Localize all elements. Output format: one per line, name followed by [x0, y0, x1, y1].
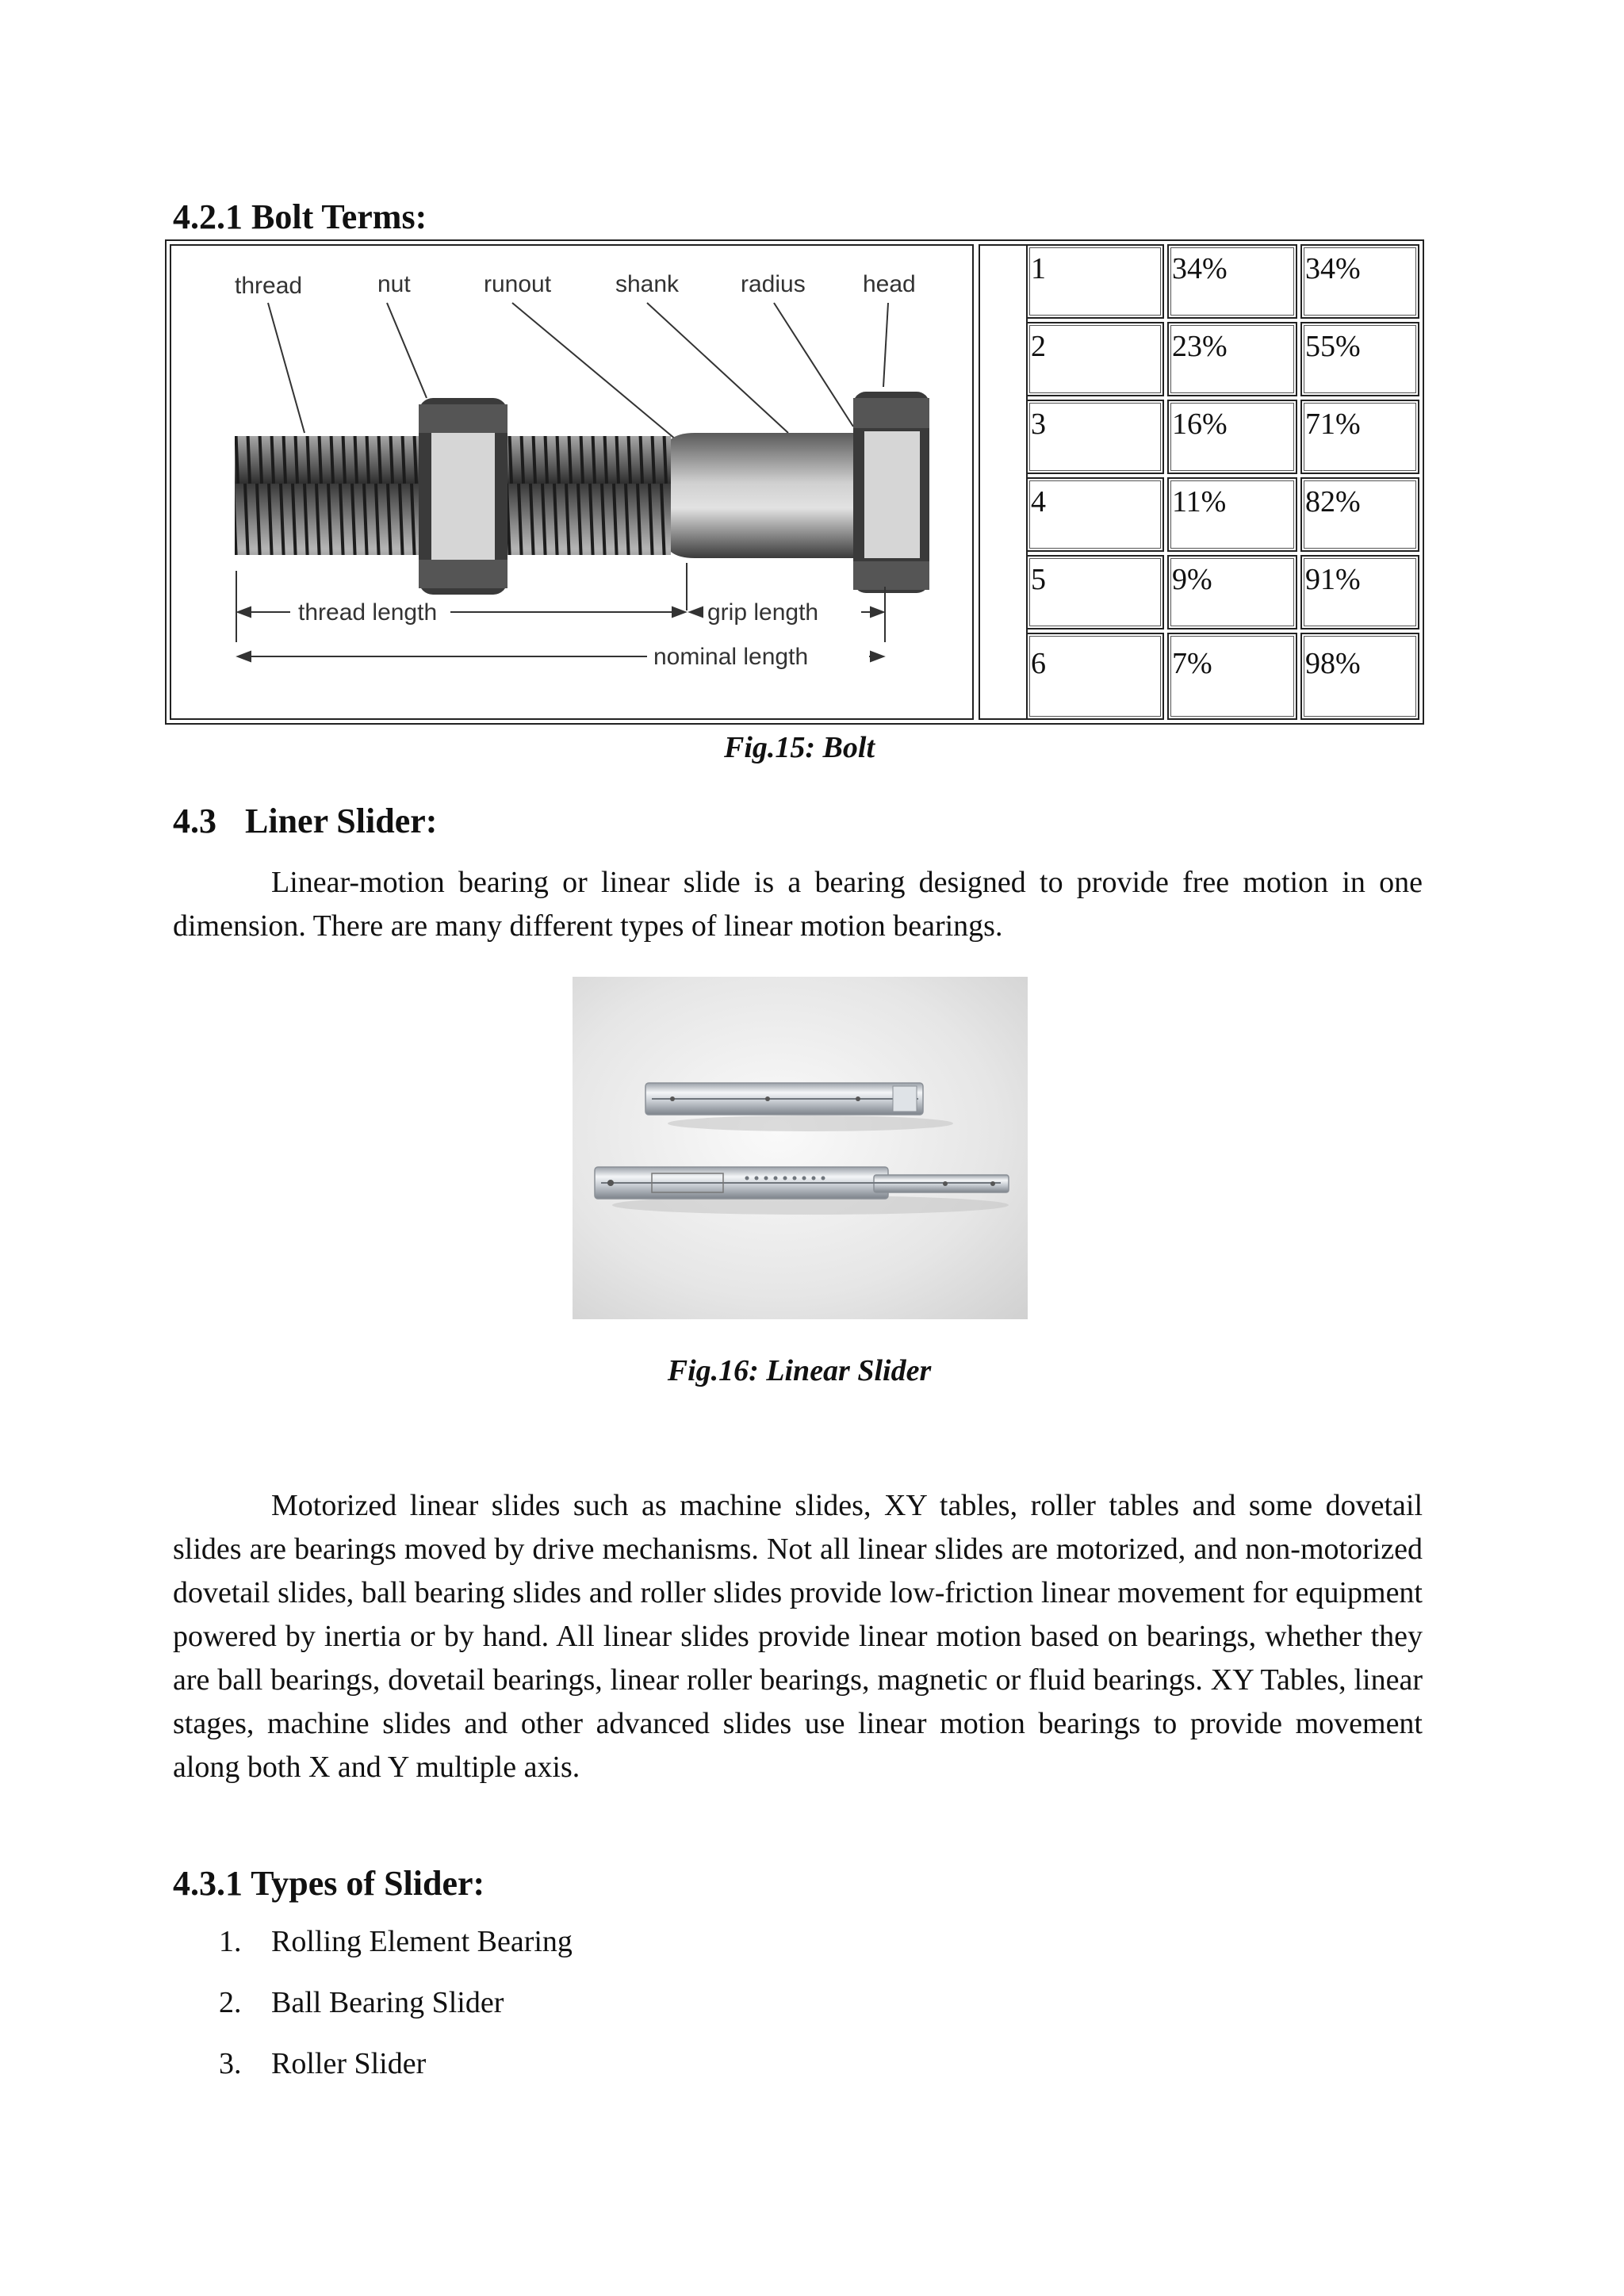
- label-grip-length: grip length: [707, 599, 819, 626]
- bolt-diagram-cell: [170, 244, 974, 720]
- bolt-diagram: [171, 246, 972, 718]
- paragraph-intro: Linear-motion bearing or linear slide is a bearing designed to provide free motion in one dimension. There are many different types of linear motion bearings.: [173, 866, 1423, 943]
- table-cell: 34%: [1167, 244, 1297, 319]
- heading-bolt-terms: 4.2.1 Bolt Terms:: [173, 197, 427, 236]
- table-cell: 6: [1026, 633, 1164, 720]
- label-head: head: [863, 271, 916, 297]
- bolt-head: [853, 392, 929, 593]
- table-cell: 7%: [1167, 633, 1297, 720]
- list-item: 1. Rolling Element Bearing: [219, 1925, 573, 1958]
- table-cell: 5: [1026, 555, 1164, 629]
- label-radius: radius: [741, 271, 806, 297]
- label-nominal-length: nominal length: [653, 644, 809, 670]
- heading-title: Liner Slider:: [245, 802, 438, 840]
- list-item: 3. Roller Slider: [219, 2047, 427, 2080]
- bolt-figure-frame: [165, 239, 1424, 725]
- table-cell: 23%: [1167, 322, 1297, 396]
- table-cell: 2: [1026, 322, 1164, 396]
- linear-slider-photo: [573, 977, 1028, 1319]
- table-cell: 16%: [1167, 400, 1297, 474]
- table-cell: 91%: [1300, 555, 1419, 629]
- leader-lines: [268, 303, 888, 439]
- list-item: 2. Ball Bearing Slider: [219, 1986, 504, 2019]
- table-cell: 3: [1026, 400, 1164, 474]
- table-cell: 1: [1026, 244, 1164, 319]
- slide-rail-upper: [645, 1083, 953, 1131]
- label-thread: thread: [235, 273, 303, 299]
- label-thread-length: thread length: [298, 599, 438, 626]
- label-runout: runout: [484, 271, 552, 297]
- heading-liner-slider: [173, 804, 437, 839]
- slider-types-list: [219, 1927, 573, 2110]
- table-cell: 82%: [1300, 477, 1419, 552]
- label-shank: shank: [615, 271, 680, 297]
- label-nut: nut: [377, 271, 411, 297]
- table-cell: 9%: [1167, 555, 1297, 629]
- table-spacer-cell: [979, 244, 1028, 720]
- table-cell: 55%: [1300, 322, 1419, 396]
- nut: [419, 398, 508, 595]
- table-cell: 71%: [1300, 400, 1419, 474]
- table-cell: 34%: [1300, 244, 1419, 319]
- heading-number: 4.3: [173, 802, 216, 840]
- paragraph-motorized: Motorized linear slides such as machine slides, XY tables, roller tables and some dovetail slides are bearings moved by drive mechanisms. Not all linear slides are motorized, and non-motorized dovetail slides, ball bearing slides and roller slides provide low-friction linear movement for equipment powered by inertia or by hand. All linear slides provide linear motion based on bearings, whether they are ball bearings, dovetail bearings, linear roller bearings, magnetic or fluid bearings. XY Tables, linear stages, machine slides and other advanced slides use linear motion bearings to provide movement along both X and Y multiple axis.: [173, 1489, 1423, 1784]
- table-cell: 4: [1026, 477, 1164, 552]
- table-cell: 98%: [1300, 633, 1419, 720]
- heading-types-of-slider: 4.3.1 Types of Slider:: [173, 1864, 485, 1903]
- figure-caption-linear-slider: Fig.16: Linear Slider: [667, 1354, 932, 1387]
- figure-caption-bolt: Fig.15: Bolt: [723, 731, 875, 764]
- shank-section: [671, 433, 869, 558]
- table-cell: 11%: [1167, 477, 1297, 552]
